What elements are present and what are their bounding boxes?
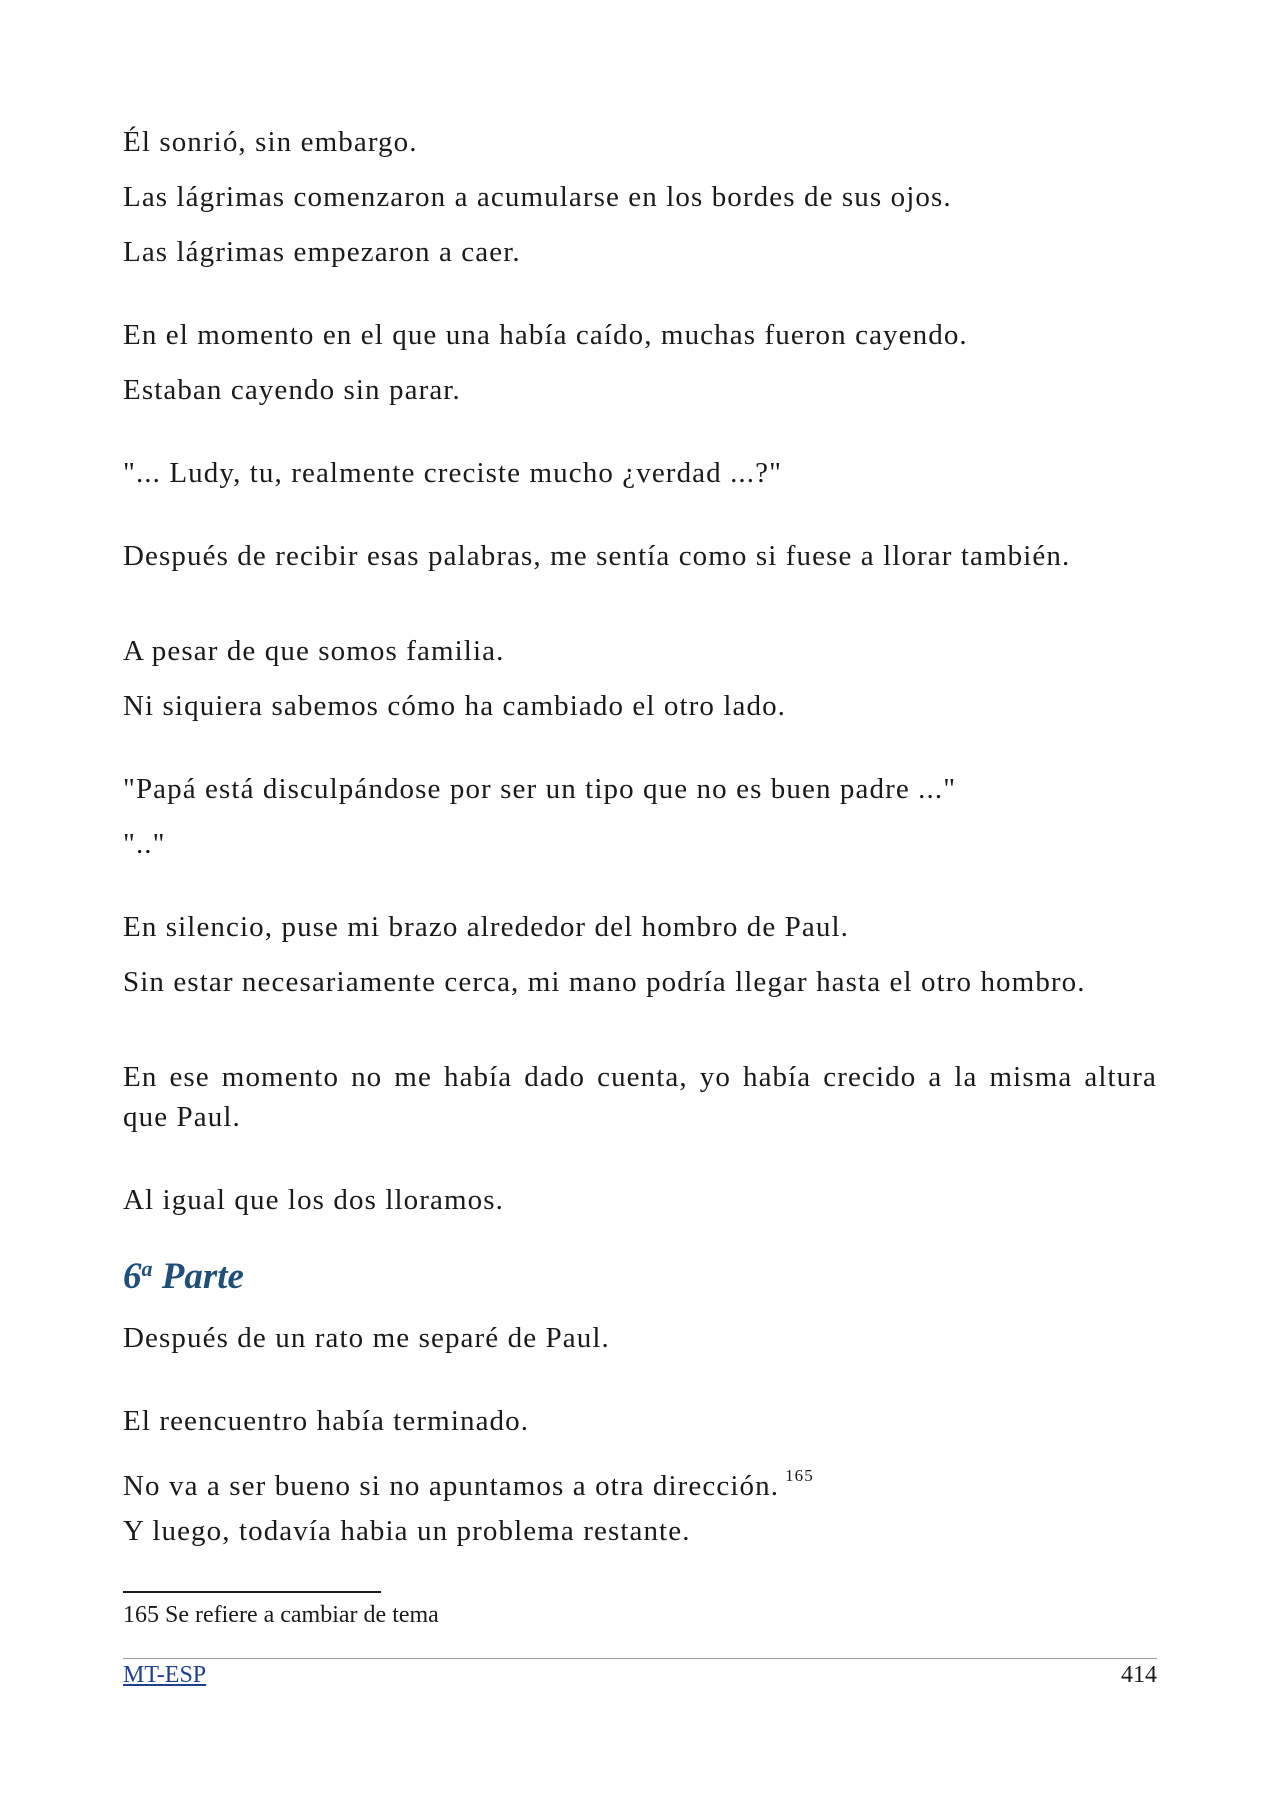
paragraph: "Papá está disculpándose por ser un tipo que no es buen padre ..." (123, 773, 957, 805)
footer-divider (123, 1658, 1157, 1659)
paragraph: A pesar de que somos familia. (123, 635, 505, 667)
paragraph: En silencio, puse mi brazo alrededor del hombro de Paul. (123, 911, 849, 943)
paragraph: El reencuentro había terminado. (123, 1405, 530, 1437)
page-number: 414 (1121, 1662, 1157, 1688)
paragraph: Las lágrimas empezaron a caer. (123, 236, 521, 268)
section-ordinal: a (141, 1256, 153, 1281)
section-title: Parte (161, 1256, 244, 1297)
section-number: 6 (123, 1256, 142, 1297)
paragraph-text: No va a ser bueno si no apuntamos a otra dirección. (123, 1470, 780, 1502)
section-heading (123, 1247, 244, 1299)
paragraph: ".." (123, 828, 166, 860)
footnote-divider (123, 1591, 381, 1593)
paragraph: Sin estar necesariamente cerca, mi mano podría llegar hasta el otro hombro. (123, 966, 1086, 998)
paragraph: Y luego, todavía habia un problema restante. (123, 1515, 691, 1547)
footer-link[interactable]: MT-ESP (123, 1662, 207, 1688)
paragraph: Estaban cayendo sin parar. (123, 374, 461, 406)
footnote-reference[interactable]: 165 (785, 1466, 814, 1485)
paragraph: En el momento en el que una había caído, muchas fueron cayendo. (123, 319, 968, 351)
paragraph: En ese momento no me había dado cuenta, yo había crecido a la misma altura que Paul. (123, 1061, 1157, 1133)
paragraph: "... Ludy, tu, realmente creciste mucho ¿verdad ...?" (123, 457, 783, 489)
paragraph: Al igual que los dos lloramos. (123, 1184, 504, 1216)
paragraph: Después de un rato me separé de Paul. (123, 1322, 610, 1354)
footnote: 165 Se refiere a cambiar de tema (123, 1602, 439, 1628)
paragraph: Él sonrió, sin embargo. (123, 126, 418, 158)
paragraph: Después de recibir esas palabras, me sentía como si fuese a llorar también. (123, 540, 1071, 572)
paragraph: Ni siquiera sabemos cómo ha cambiado el otro lado. (123, 690, 787, 722)
paragraph (123, 1456, 1157, 1506)
paragraph: Las lágrimas comenzaron a acumularse en los bordes de sus ojos. (123, 181, 952, 213)
